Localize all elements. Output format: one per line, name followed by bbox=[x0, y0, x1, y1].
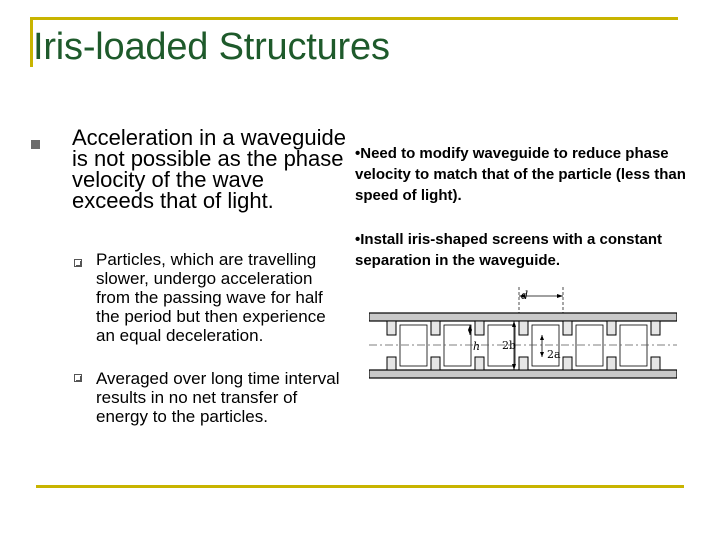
bottom-wall bbox=[369, 370, 677, 378]
top-rule bbox=[30, 17, 678, 20]
right-point-text: •Install iris-shaped screens with a constant separation in the waveguide. bbox=[355, 231, 663, 269]
iris-bottom bbox=[387, 357, 396, 370]
sub-bullet-text: Averaged over long time interval results in no net transfer of energy to the particles. bbox=[96, 369, 340, 426]
iris-bottom bbox=[519, 357, 528, 370]
iris-top bbox=[607, 321, 616, 335]
iris-top bbox=[431, 321, 440, 335]
iris-top bbox=[563, 321, 572, 335]
iris-bottom bbox=[607, 357, 616, 370]
main-bullet-text: Acceleration in a waveguide is not possible as the phase velocity of the wave exceeds that of light. bbox=[72, 125, 346, 213]
slide-title: Iris-loaded Structures bbox=[33, 26, 390, 68]
iris-top bbox=[475, 321, 484, 335]
iris-bottom bbox=[563, 357, 572, 370]
iris-waveguide-diagram bbox=[369, 287, 677, 385]
h-label: h bbox=[473, 340, 481, 353]
d-label: d bbox=[521, 289, 529, 302]
iris-top bbox=[519, 321, 528, 335]
checkbox-bullet-icon bbox=[74, 259, 82, 267]
2a-label: 2a bbox=[547, 348, 561, 361]
iris-bottom bbox=[431, 357, 440, 370]
checkbox-bullet-icon bbox=[74, 374, 82, 382]
right-point-text: •Need to modify waveguide to reduce phase velocity to match that of the particle (less than speed of light). bbox=[355, 145, 686, 204]
iris-top bbox=[651, 321, 660, 335]
2b-label: 2b bbox=[502, 339, 517, 352]
bottom-rule bbox=[36, 485, 684, 488]
top-wall bbox=[369, 313, 677, 321]
bullet-square-icon bbox=[31, 140, 40, 149]
iris-bottom bbox=[651, 357, 660, 370]
iris-top bbox=[387, 321, 396, 335]
iris-bottom bbox=[475, 357, 484, 370]
sub-bullet-text: Particles, which are travelling slower, undergo acceleration from the passing wave for half the period but then experience an equal deceleration. bbox=[96, 250, 326, 345]
